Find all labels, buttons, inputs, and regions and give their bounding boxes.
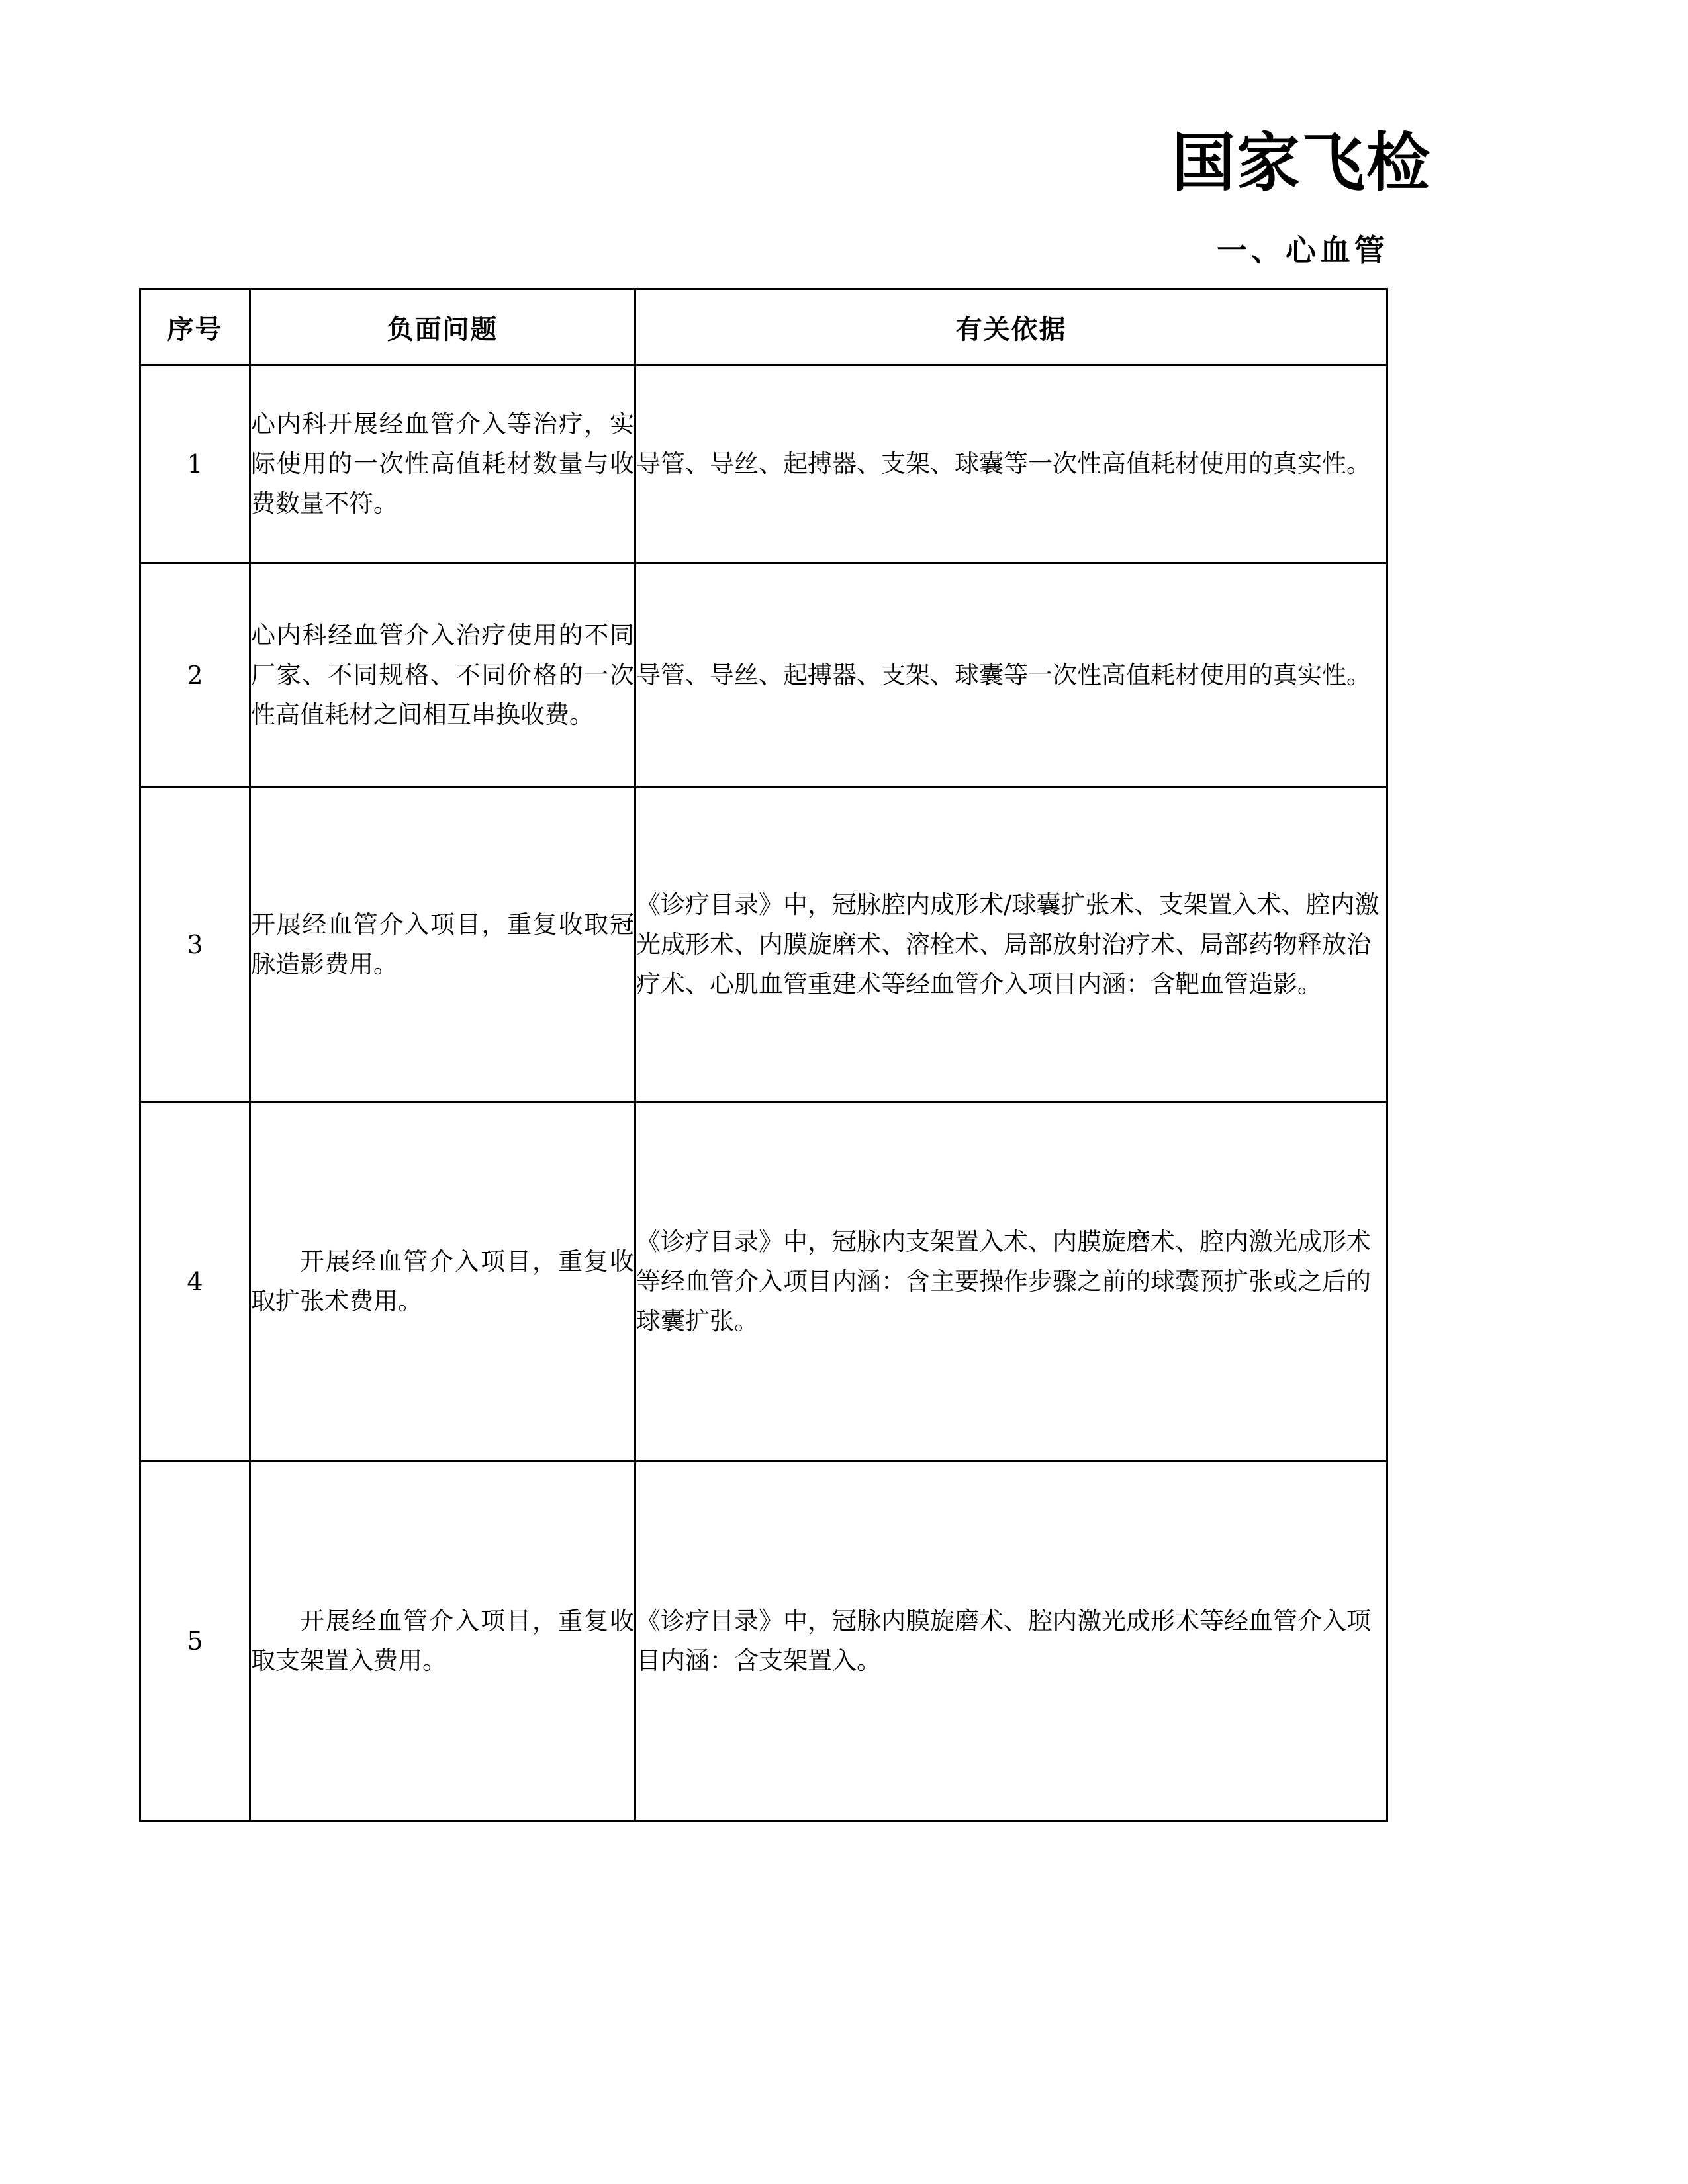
table-row <box>140 1462 1387 1821</box>
row-issue: 心内科开展经血管介入等治疗，实际使用的一次性高值耗材数量与收费数量不符。 <box>250 365 635 563</box>
table-row <box>140 788 1387 1102</box>
column-header-basis: 有关依据 <box>635 289 1387 365</box>
row-basis: 《诊疗目录》中，冠脉腔内成形术/球囊扩张术、支架置入术、腔内激光成形术、内膜旋磨术、溶栓术、局部放射治疗术、局部药物释放治疗术、心肌血管重建术等经血管介入项目内涵：含靶血管造影。 <box>635 788 1387 1102</box>
page-title: 国家飞检 <box>1172 126 1431 200</box>
row-seq: 5 <box>140 1462 250 1821</box>
row-basis: 《诊疗目录》中，冠脉内支架置入术、内膜旋磨术、腔内激光成形术等经血管介入项目内涵：含主要操作步骤之前的球囊预扩张或之后的球囊扩张。 <box>635 1102 1387 1462</box>
row-basis: 《诊疗目录》中，冠脉内膜旋磨术、腔内激光成形术等经血管介入项目内涵：含支架置入。 <box>635 1462 1387 1821</box>
negative-issue-table <box>139 288 1388 1822</box>
title-zone <box>0 0 1688 278</box>
table-row <box>140 1102 1387 1462</box>
negative-issue-table-container <box>139 288 1386 1822</box>
row-issue: 心内科经血管介入治疗使用的不同厂家、不同规格、不同价格的一次性高值耗材之间相互串换收费。 <box>250 563 635 788</box>
row-issue: 开展经血管介入项目，重复收取冠脉造影费用。 <box>250 788 635 1102</box>
column-header-seq: 序号 <box>140 289 250 365</box>
column-header-issue: 负面问题 <box>250 289 635 365</box>
row-basis: 导管、导丝、起搏器、支架、球囊等一次性高值耗材使用的真实性。 <box>635 563 1387 788</box>
table-body <box>140 365 1387 1821</box>
section-heading: 一、心血管 <box>1217 232 1389 268</box>
row-seq: 3 <box>140 788 250 1102</box>
row-seq: 1 <box>140 365 250 563</box>
table-header <box>140 289 1387 365</box>
table-row <box>140 365 1387 563</box>
row-seq: 2 <box>140 563 250 788</box>
row-issue: 开展经血管介入项目，重复收取支架置入费用。 <box>250 1462 635 1821</box>
table-header-row <box>140 289 1387 365</box>
row-seq: 4 <box>140 1102 250 1462</box>
table-row <box>140 563 1387 788</box>
row-basis: 导管、导丝、起搏器、支架、球囊等一次性高值耗材使用的真实性。 <box>635 365 1387 563</box>
row-issue: 开展经血管介入项目，重复收取扩张术费用。 <box>250 1102 635 1462</box>
